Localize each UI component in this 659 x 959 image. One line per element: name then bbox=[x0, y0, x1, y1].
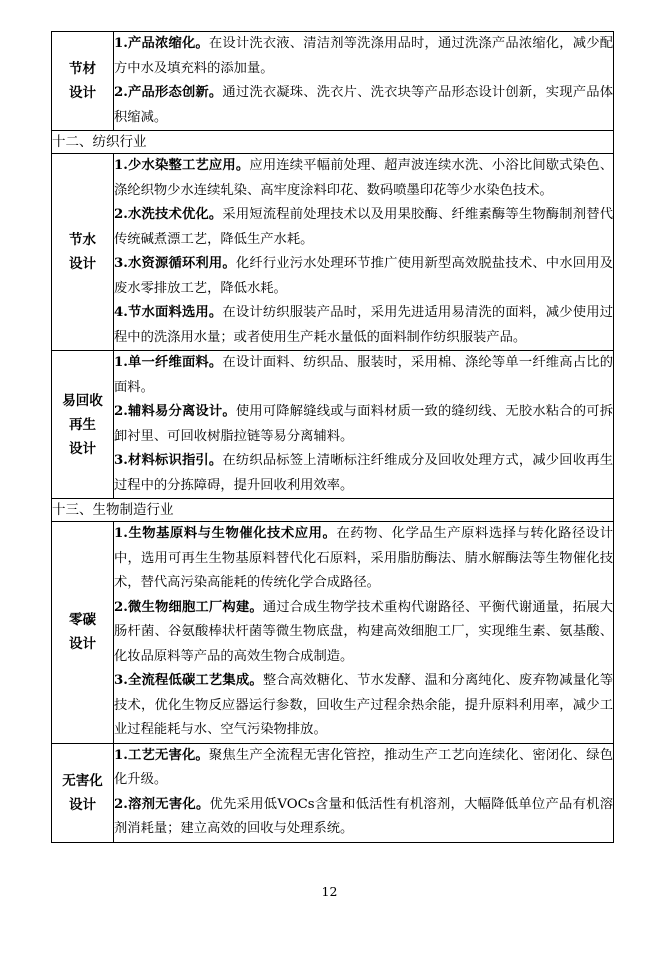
category-label bbox=[52, 32, 114, 131]
item-heading: 2.水洗技术优化。 bbox=[114, 207, 223, 222]
category-content bbox=[114, 351, 614, 499]
category-content bbox=[114, 743, 614, 842]
table-row bbox=[52, 154, 614, 351]
list-item bbox=[114, 32, 613, 81]
page-number: 12 bbox=[321, 884, 338, 899]
item-body: 应用连续平幅前处理、超声波连续水洗、小浴比间歇式染色、涤纶织物少水连续轧染、高牢度涂料印花、数码喷墨印花等少水染色技术。 bbox=[114, 158, 613, 198]
item-heading: 1.单一纤维面料。 bbox=[114, 355, 223, 370]
item-heading: 2.溶剂无害化。 bbox=[114, 796, 210, 812]
list-item bbox=[114, 81, 613, 130]
section-title: 十二、纺织行业 bbox=[52, 131, 614, 154]
category-label-line: 节材 bbox=[69, 61, 96, 77]
category-label-line: 再生 bbox=[69, 416, 96, 433]
category-label bbox=[52, 522, 114, 744]
item-heading: 1.生物基原料与生物催化技术应用。 bbox=[114, 526, 337, 541]
table-row bbox=[52, 743, 614, 842]
item-heading: 4.节水面料选用。 bbox=[114, 305, 223, 320]
category-label-line: 节水 bbox=[69, 232, 96, 248]
category-label-line: 设计 bbox=[69, 256, 96, 272]
category-label-line: 设计 bbox=[69, 636, 96, 653]
item-body: 采用短流程前处理技术以及用果胶酶、纤维素酶等生物酶制剂替代传统碱煮漂工艺，降低生产水耗。 bbox=[114, 207, 613, 247]
item-body: 在设计纺织服装产品时，采用先进适用易清洗的面料，减少使用过程中的洗涤用水量；或者使用生产耗水量低的面料制作纺织服装产品。 bbox=[114, 305, 613, 345]
item-body: 化纤行业污水处理环节推广使用新型高效脱盐技术、中水回用及废水零排放工艺，降低水耗。 bbox=[114, 256, 614, 296]
item-body: 在设计面料、纺织品、服装时，采用棉、涤纶等单一纤维高占比的面料。 bbox=[114, 355, 613, 395]
list-item bbox=[114, 301, 613, 350]
list-item bbox=[114, 203, 613, 252]
category-label-line: 零碳 bbox=[69, 612, 96, 629]
category-content bbox=[114, 522, 614, 744]
category-label bbox=[52, 743, 114, 842]
section-title: 十三、生物制造行业 bbox=[52, 499, 614, 522]
item-body: 整合高效糖化、节水发酵、温和分离纯化、废弃物减量化等技术，优化生物反应器运行参数，回收生产过程余热余能，提升原料利用率，减少工业过程能耗与水、空气污染物排放。 bbox=[114, 673, 613, 737]
list-item bbox=[114, 154, 613, 203]
category-label-line: 无害化 bbox=[62, 772, 103, 789]
item-body: 优先采用低VOCs含量和低活性有机溶剂，大幅降低单位产品有机溶剂消耗量；建立高效的回收与处理系统。 bbox=[114, 796, 613, 836]
item-heading: 1.产品浓缩化。 bbox=[114, 36, 209, 51]
item-heading: 3.材料标识指引。 bbox=[114, 453, 223, 468]
category-label-line: 设计 bbox=[69, 796, 96, 813]
item-body: 在设计洗衣液、清洁剂等洗涤用品时，通过洗涤产品浓缩化，减少配方中水及填充料的添加量。 bbox=[114, 36, 614, 76]
list-item bbox=[114, 596, 613, 670]
category-content bbox=[114, 32, 614, 131]
category-label-line: 易回收 bbox=[62, 392, 103, 409]
list-item bbox=[114, 351, 613, 400]
item-heading: 1.少水染整工艺应用。 bbox=[114, 158, 250, 173]
table-row bbox=[52, 522, 614, 744]
item-heading: 2.辅料易分离设计。 bbox=[114, 404, 236, 419]
table-body bbox=[52, 32, 614, 843]
category-label bbox=[52, 351, 114, 499]
item-body: 聚焦生产全流程无害化管控，推动生产工艺向连续化、密闭化、绿色化升级。 bbox=[114, 747, 614, 787]
item-heading: 2.产品形态创新。 bbox=[114, 85, 223, 100]
item-heading: 1.工艺无害化。 bbox=[114, 747, 209, 763]
guideline-table bbox=[51, 31, 614, 843]
list-item bbox=[114, 744, 613, 793]
category-label bbox=[52, 154, 114, 351]
item-heading: 3.水资源循环利用。 bbox=[114, 256, 236, 271]
list-item bbox=[114, 669, 613, 743]
table-row bbox=[52, 32, 614, 131]
item-heading: 3.全流程低碳工艺集成。 bbox=[114, 673, 263, 688]
category-label-line: 设计 bbox=[69, 85, 96, 101]
item-body: 通过合成生物学技术重构代谢路径、平衡代谢通量，拓展大肠杆菌、谷氨酸棒状杆菌等微生物底盘，构建高效细胞工厂，实现维生素、氨基酸、化妆品原料等产品的高效生物合成制造。 bbox=[114, 599, 613, 664]
section-row bbox=[52, 131, 614, 154]
item-body: 在药物、化学品生产原料选择与转化路径设计中，选用可再生生物基原料替代化石原料，采用脂肪酶法、腈水解酶法等生物催化技术，替代高污染高能耗的传统化学合成路径。 bbox=[114, 526, 614, 590]
list-item bbox=[114, 793, 613, 842]
list-item bbox=[114, 522, 613, 596]
category-label-line: 设计 bbox=[69, 440, 96, 457]
table-row bbox=[52, 351, 614, 499]
section-row bbox=[52, 499, 614, 522]
category-content bbox=[114, 154, 614, 351]
list-item bbox=[114, 400, 613, 449]
item-body: 在纺织品标签上清晰标注纤维成分及回收处理方式，减少回收再生过程中的分拣障碍，提升回收利用效率。 bbox=[114, 453, 613, 493]
list-item bbox=[114, 449, 613, 498]
item-body: 通过洗衣凝珠、洗衣片、洗衣块等产品形态设计创新，实现产品体积缩减。 bbox=[114, 85, 613, 125]
item-body: 使用可降解缝线或与面料材质一致的缝纫线、无胶水粘合的可拆卸衬里、可回收树脂拉链等易分离辅料。 bbox=[114, 404, 614, 444]
list-item bbox=[114, 252, 613, 301]
item-heading: 2.微生物细胞工厂构建。 bbox=[114, 599, 263, 615]
